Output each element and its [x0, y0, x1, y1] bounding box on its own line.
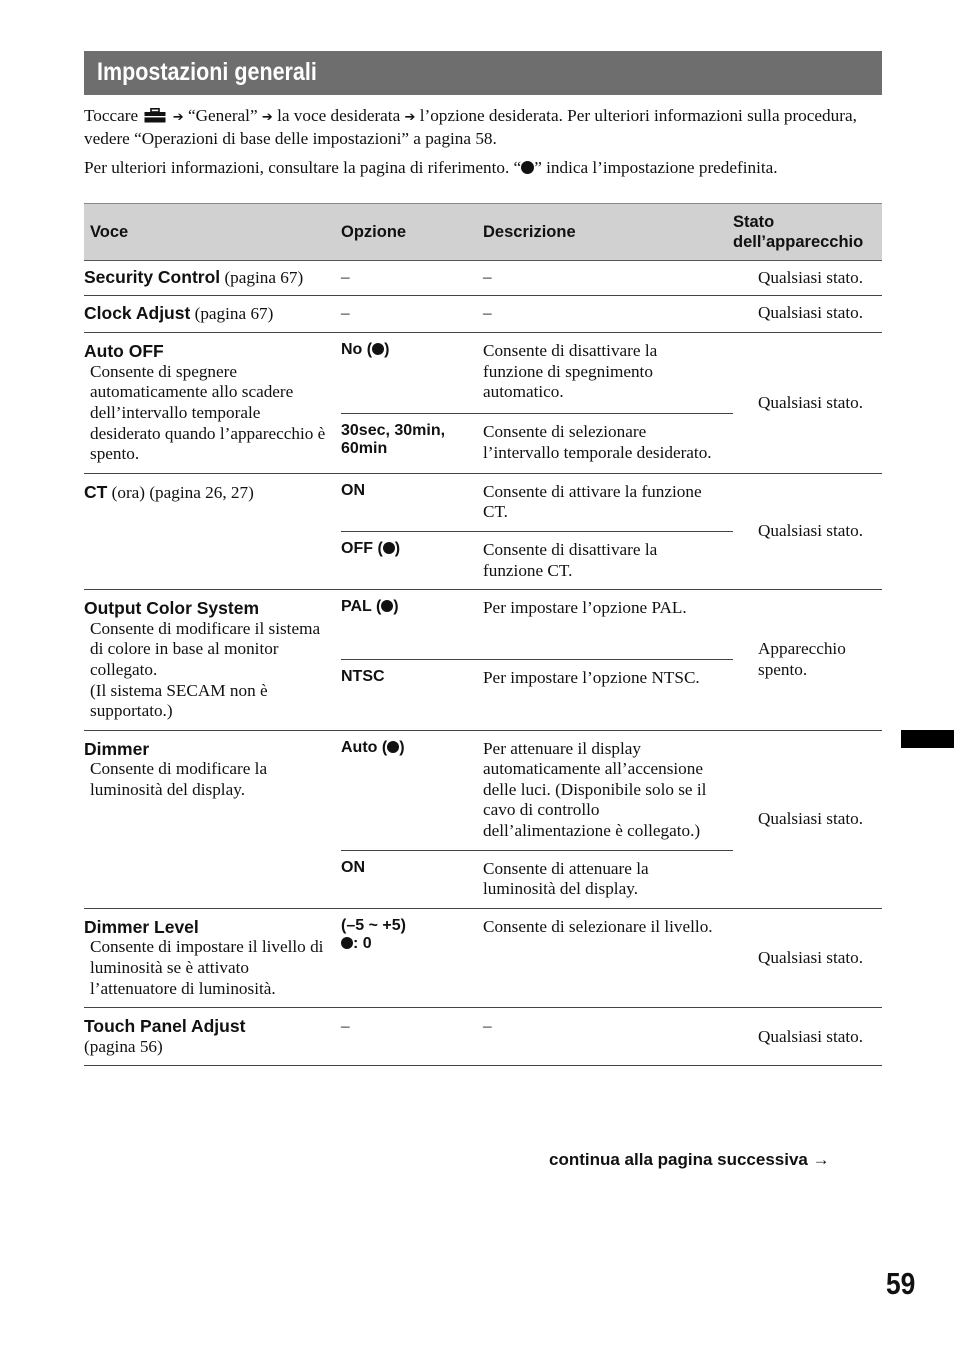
- description-cell: Consente di attenuare la luminosità del display.: [483, 850, 733, 908]
- setting-note: (Il sistema SECAM non è supportato.): [90, 680, 268, 721]
- page-ref: (pagina 56): [84, 1036, 163, 1056]
- continue-next-page: continua alla pagina successiva →: [549, 1150, 830, 1169]
- setting-description: Consente di modificare il sistema di colore in base al monitor collegato.: [90, 618, 321, 679]
- default-dot-icon: [341, 937, 353, 949]
- col-header-stato: Stato dell’apparecchio: [733, 204, 882, 261]
- state-cell: Qualsiasi stato.: [733, 730, 882, 908]
- default-dot-icon: [372, 343, 384, 355]
- option-cell: OFF ( ): [341, 531, 483, 589]
- option-cell: (–5 ~ +5) : 0: [341, 908, 483, 1007]
- description-cell: Consente di attivare la funzione CT.: [483, 473, 733, 531]
- intro-paragraph-1: Toccare ➔ “General” ➔ la voce desiderata ➔ l’opzione desiderata. Per ulteriori informazioni sulla procedura, vedere “Operazioni di base delle impostazioni” a pagina 58.: [84, 106, 857, 148]
- table-row: [84, 261, 882, 296]
- description-cell: –: [483, 1008, 733, 1066]
- setting-name: Dimmer Level: [84, 916, 199, 937]
- description-cell: Consente di selezionare il livello.: [483, 908, 733, 1007]
- col-header-opzione: Opzione: [341, 204, 483, 261]
- col-header-voce: Voce: [84, 204, 341, 261]
- setting-name: Output Color System: [84, 598, 260, 619]
- option-cell: Auto ( ): [341, 730, 483, 850]
- table-header-row: [84, 204, 882, 261]
- setting-name: Touch Panel Adjust: [84, 1016, 246, 1037]
- default-dot-icon: [381, 600, 393, 612]
- table-row: [84, 730, 882, 850]
- settings-table: [84, 203, 882, 1066]
- option-cell: –: [341, 295, 483, 333]
- setting-description: Consente di impostare il livello di luminosità se è attivato l’attenuatore di luminosità.: [90, 937, 324, 998]
- state-cell: Apparecchio spento.: [733, 590, 882, 731]
- setting-name: CT: [84, 481, 108, 502]
- state-cell: Qualsiasi stato.: [733, 333, 882, 474]
- state-cell: Qualsiasi stato.: [733, 473, 882, 589]
- setting-name: Security Control: [84, 267, 221, 287]
- right-arrow-icon: ➔: [404, 110, 416, 125]
- description-cell: Consente di disattivare la funzione di spegnimento automatico.: [483, 333, 733, 414]
- description-cell: Per impostare l’opzione NTSC.: [483, 660, 733, 730]
- state-cell: Qualsiasi stato.: [733, 908, 882, 1007]
- option-cell: ON: [341, 473, 483, 531]
- section-title-bar: [84, 51, 882, 95]
- table-row: [84, 333, 882, 414]
- right-arrow-icon: ➔: [172, 110, 184, 125]
- description-cell: –: [483, 261, 733, 296]
- default-dot-icon: [387, 741, 399, 753]
- page-ref: (pagina 67): [190, 303, 274, 323]
- section-title: Impostazioni generali: [97, 58, 317, 86]
- page-number: 59: [886, 1266, 916, 1301]
- description-cell: Per impostare l’opzione PAL.: [483, 590, 733, 660]
- state-cell: Qualsiasi stato.: [733, 261, 882, 296]
- option-cell: No ( ): [341, 333, 483, 414]
- table-row: [84, 1008, 882, 1066]
- setting-description: Consente di modificare la luminosità del display.: [90, 759, 268, 799]
- option-cell: 30sec, 30min, 60min: [341, 414, 483, 474]
- table-row: [84, 295, 882, 333]
- setting-name: Dimmer: [84, 738, 150, 759]
- state-cell: Qualsiasi stato.: [733, 1008, 882, 1066]
- setting-name: Auto OFF: [84, 341, 164, 362]
- option-cell: NTSC: [341, 660, 483, 730]
- description-cell: Per attenuare il display automaticamente all’accensione delle luci. (Disponibile solo se il cavo di controllo dell’alimentazione è collegato.): [483, 730, 733, 850]
- option-cell: ON: [341, 850, 483, 908]
- state-cell: Qualsiasi stato.: [733, 295, 882, 333]
- option-cell: PAL ( ): [341, 590, 483, 660]
- default-dot-icon: [521, 161, 534, 174]
- setting-description: Consente di spegnere automaticamente allo scadere dell’intervallo temporale desiderato quando l’apparecchio è spento.: [90, 361, 326, 464]
- default-dot-icon: [383, 542, 395, 554]
- description-cell: –: [483, 295, 733, 333]
- option-cell: –: [341, 1008, 483, 1066]
- page-ref: (pagina 67): [220, 268, 304, 287]
- description-cell: Consente di disattivare la funzione CT.: [483, 531, 733, 589]
- description-cell: Consente di selezionare l’intervallo temporale desiderato.: [483, 414, 733, 474]
- page-ref: (ora) (pagina 26, 27): [107, 482, 254, 502]
- table-row: [84, 473, 882, 531]
- intro-paragraph-2: Per ulteriori informazioni, consultare la pagina di riferimento. “ ” indica l’impostazione predefinita.: [84, 158, 778, 177]
- table-row: [84, 590, 882, 660]
- section-tab-marker: [901, 730, 954, 748]
- right-arrow-icon: ➔: [261, 110, 273, 125]
- setting-name: Clock Adjust: [84, 302, 191, 323]
- toolbox-icon: [144, 108, 166, 123]
- table-row: [84, 908, 882, 1007]
- option-cell: –: [341, 261, 483, 296]
- col-header-descrizione: Descrizione: [483, 204, 733, 261]
